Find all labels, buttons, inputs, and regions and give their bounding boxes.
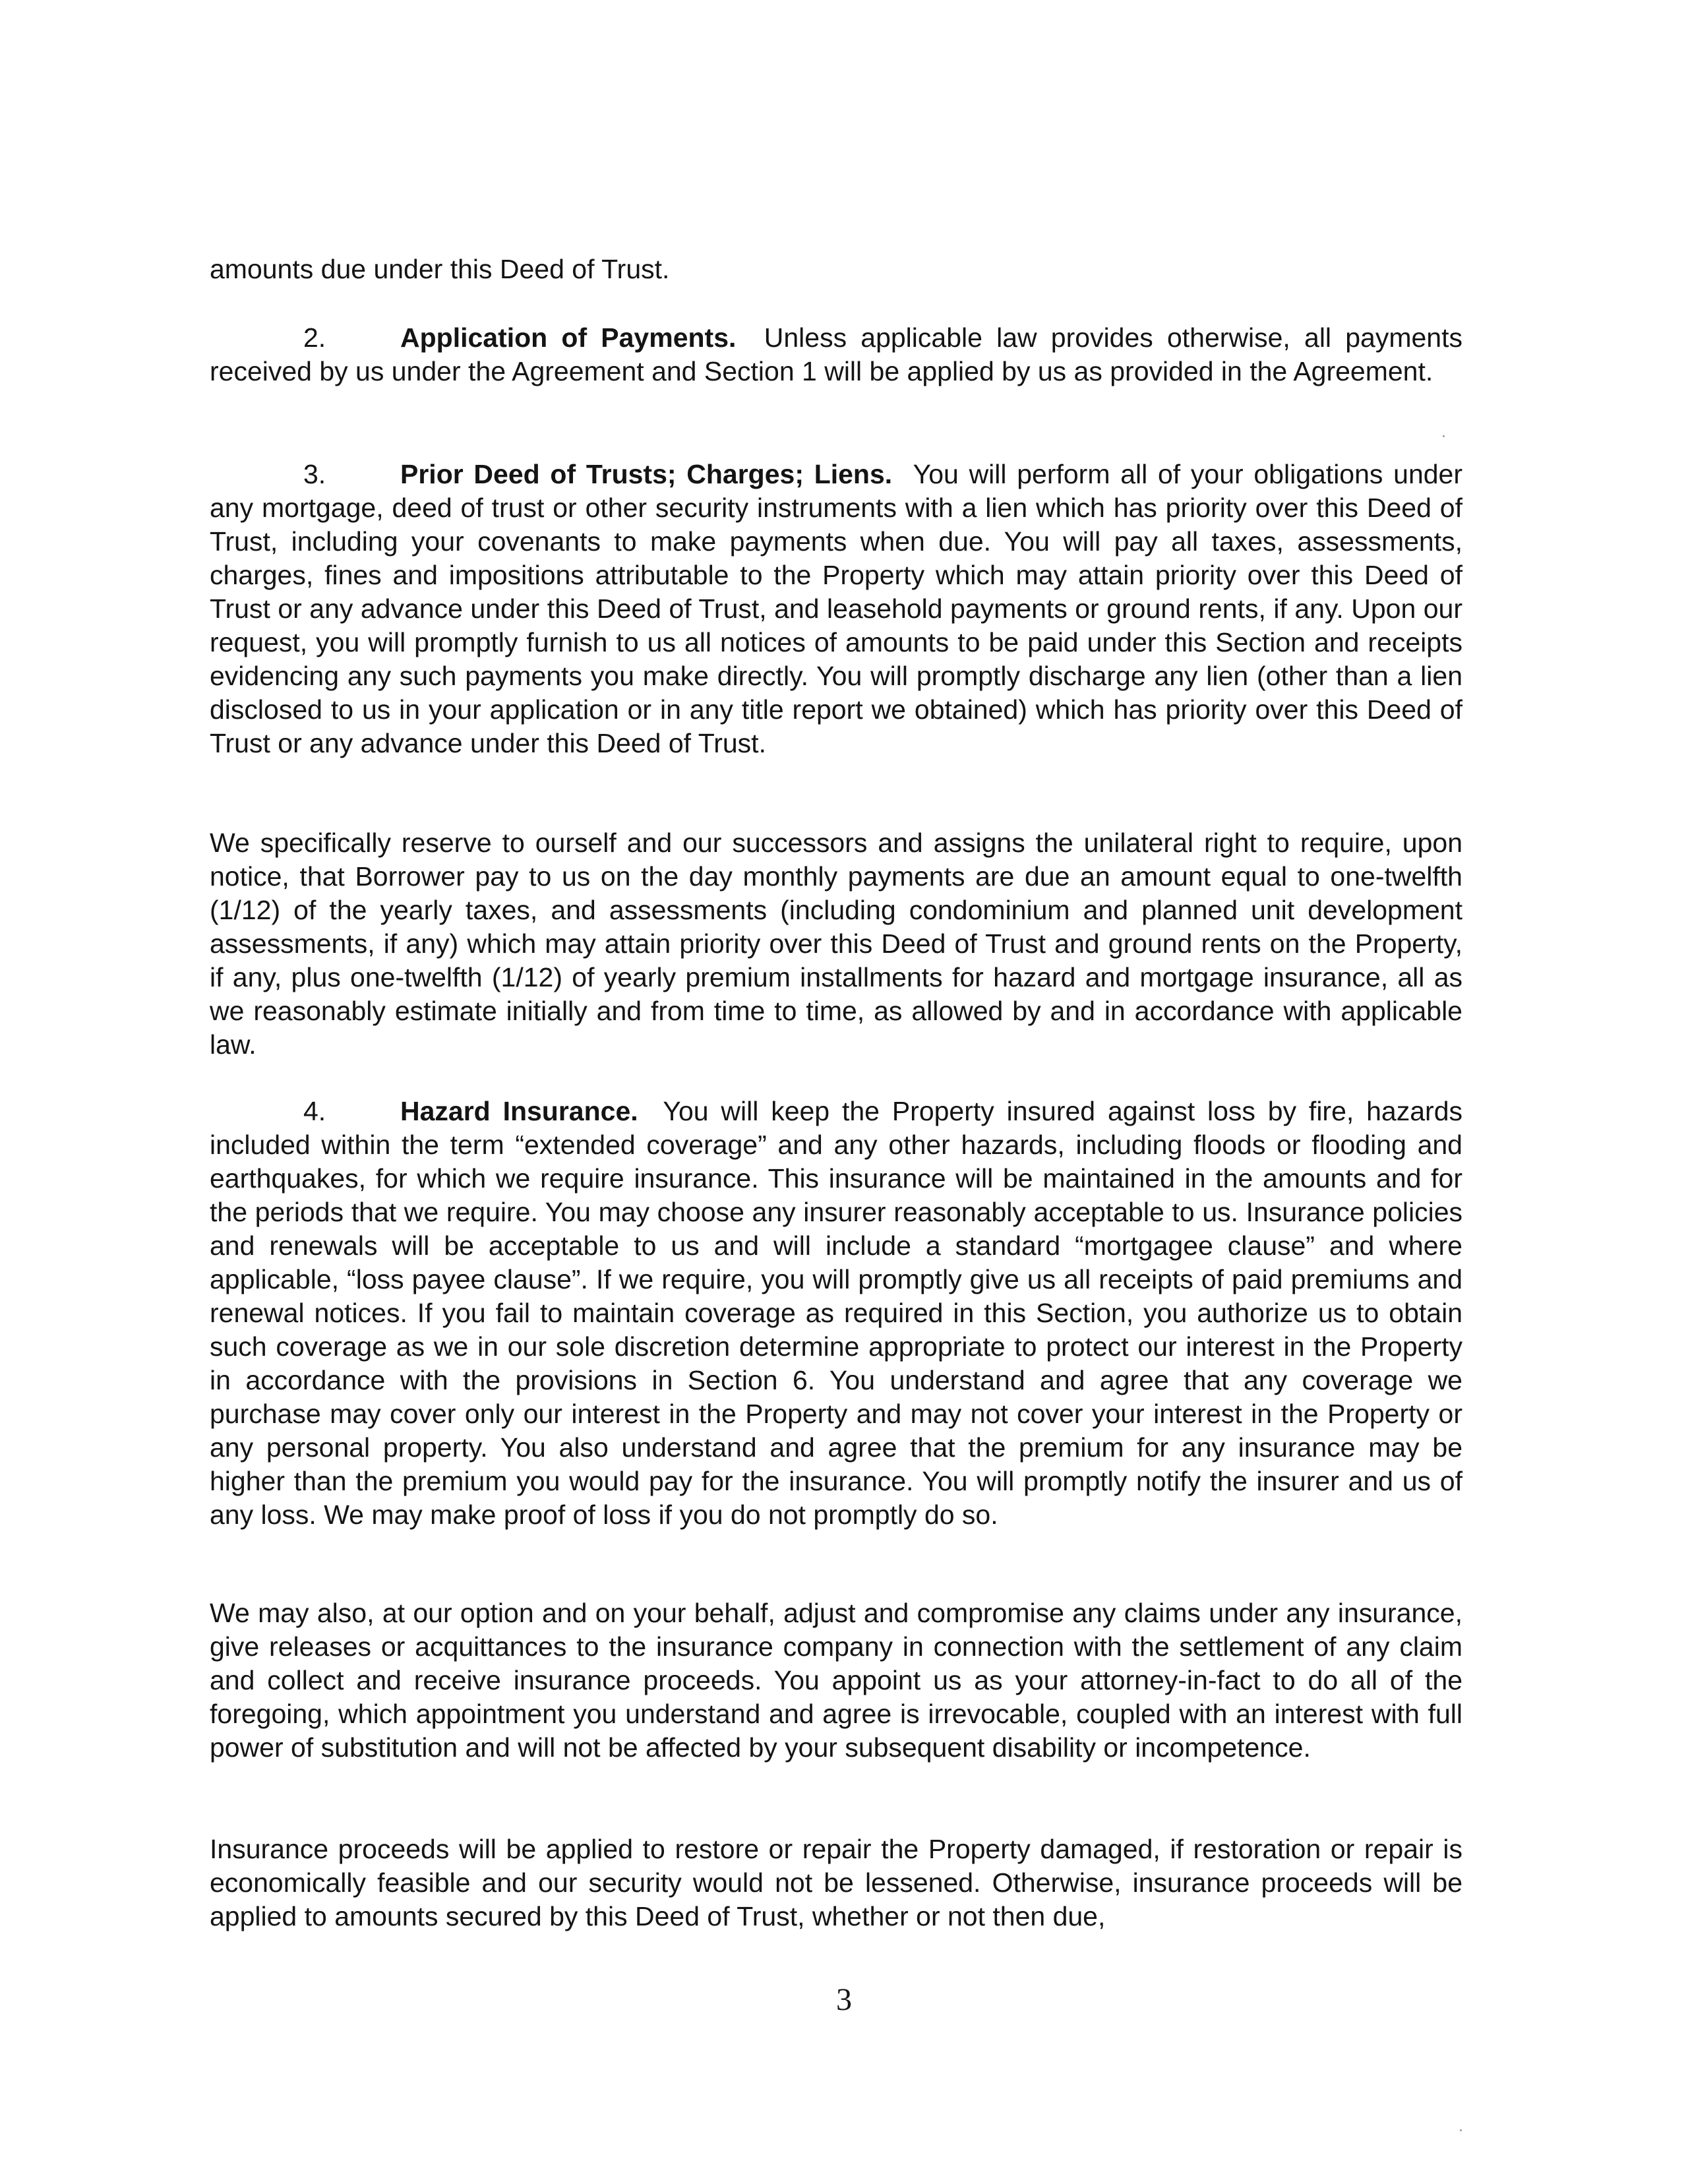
section-2-body: Unless applicable law provides otherwise, all payments received by us under the Agreement and Section 1 will be applied by us as provided in the Agreement. xyxy=(210,322,1462,386)
escrow-paragraph: We specifically reserve to ourself and our successors and assigns the unilateral right to require, upon notice, that Borrower pay to us on the day monthly payments are due an amount equal to one-twelfth (1/12) of the yearly taxes, and assessments (including condominium and planned unit development assessments, if any) which may attain priority over this Deed of Trust and ground rents on the Property, if any, plus one-twelfth (1/12) of yearly premium installments for hazard and mortgage insurance, all as we reasonably estimate initially and from time to time, as allowed by and in accordance with applicable law. xyxy=(210,828,1462,1060)
section-4-body: You will keep the Property insured against loss by fire, hazards included within the term “extended coverage” and any other hazards, including floods or flooding and earthquakes, for which we require insurance. This insurance will be maintained in the amounts and for the periods that we require. You may choose any insurer reasonably acceptable to us. Insurance policies and renewals will be acceptable to us and will include a standard “mortgagee clause” and where applicable, “loss payee clause”. If we require, you will promptly give us all receipts of paid premiums and renewal notices. If you fail to maintain coverage as required in this Section, you authorize us to obtain such coverage as we in our sole discretion determine appropriate to protect our interest in the Property in accordance with the provisions in Section 6. You understand and agree that any coverage we purchase may cover only our interest in the Property and may not cover your interest in the Property or any personal property. You also understand and agree that the premium for any insurance may be higher than the premium you would pay for the insurance. You will promptly notify the insurer and us of any loss. We may make proof of loss if you do not promptly do so. xyxy=(210,1096,1462,1530)
carryover-paragraph: amounts due under this Deed of Trust. xyxy=(210,254,670,284)
proceeds-paragraph: Insurance proceeds will be applied to restore or repair the Property damaged, if restoration or repair is economically feasible and our security would not be lessened. Otherwise, insurance proceeds will be applied to amounts secured by this Deed of Trust, whether or not then due, xyxy=(210,1834,1462,1931)
section-3-title: Prior Deed of Trusts; Charges; Liens. xyxy=(400,459,893,489)
section-4-paragraph xyxy=(210,1095,1462,1532)
section-3-paragraph xyxy=(210,458,1462,760)
scan-speck xyxy=(1443,435,1445,437)
section-2-number: 2. xyxy=(303,322,326,353)
scan-speck xyxy=(1460,2129,1462,2131)
section-2-title: Application of Payments. xyxy=(400,322,737,353)
section-3-number: 3. xyxy=(303,459,326,489)
section-2-paragraph xyxy=(210,321,1462,388)
section-4-number: 4. xyxy=(303,1096,326,1126)
claims-paragraph: We may also, at our option and on your behalf, adjust and compromise any claims under any insurance, give releases or acquittances to the insurance company in connection with the settlement of any claim and collect and receive insurance proceeds. You appoint us as your attorney-in-fact to do all of the foregoing, which appointment you understand and agree is irrevocable, coupled with an interest with full power of substitution and will not be affected by your subsequent disability or incompetence. xyxy=(210,1598,1462,1763)
section-4-title: Hazard Insurance. xyxy=(400,1096,638,1126)
page-number: 3 xyxy=(836,1982,852,2017)
section-3-body: You will perform all of your obligations under any mortgage, deed of trust or other security instruments with a lien which has priority over this Deed of Trust, including your covenants to make payments when due. You will pay all taxes, assessments, charges, fines and impositions attributable to the Property which may attain priority over this Deed of Trust or any advance under this Deed of Trust, and leasehold payments or ground rents, if any. Upon our request, you will promptly furnish to us all notices of amounts to be paid under this Section and receipts evidencing any such payments you make directly. You will promptly discharge any lien (other than a lien disclosed to us in your application or in any title report we obtained) which has priority over this Deed of Trust or any advance under this Deed of Trust. xyxy=(210,459,1462,758)
